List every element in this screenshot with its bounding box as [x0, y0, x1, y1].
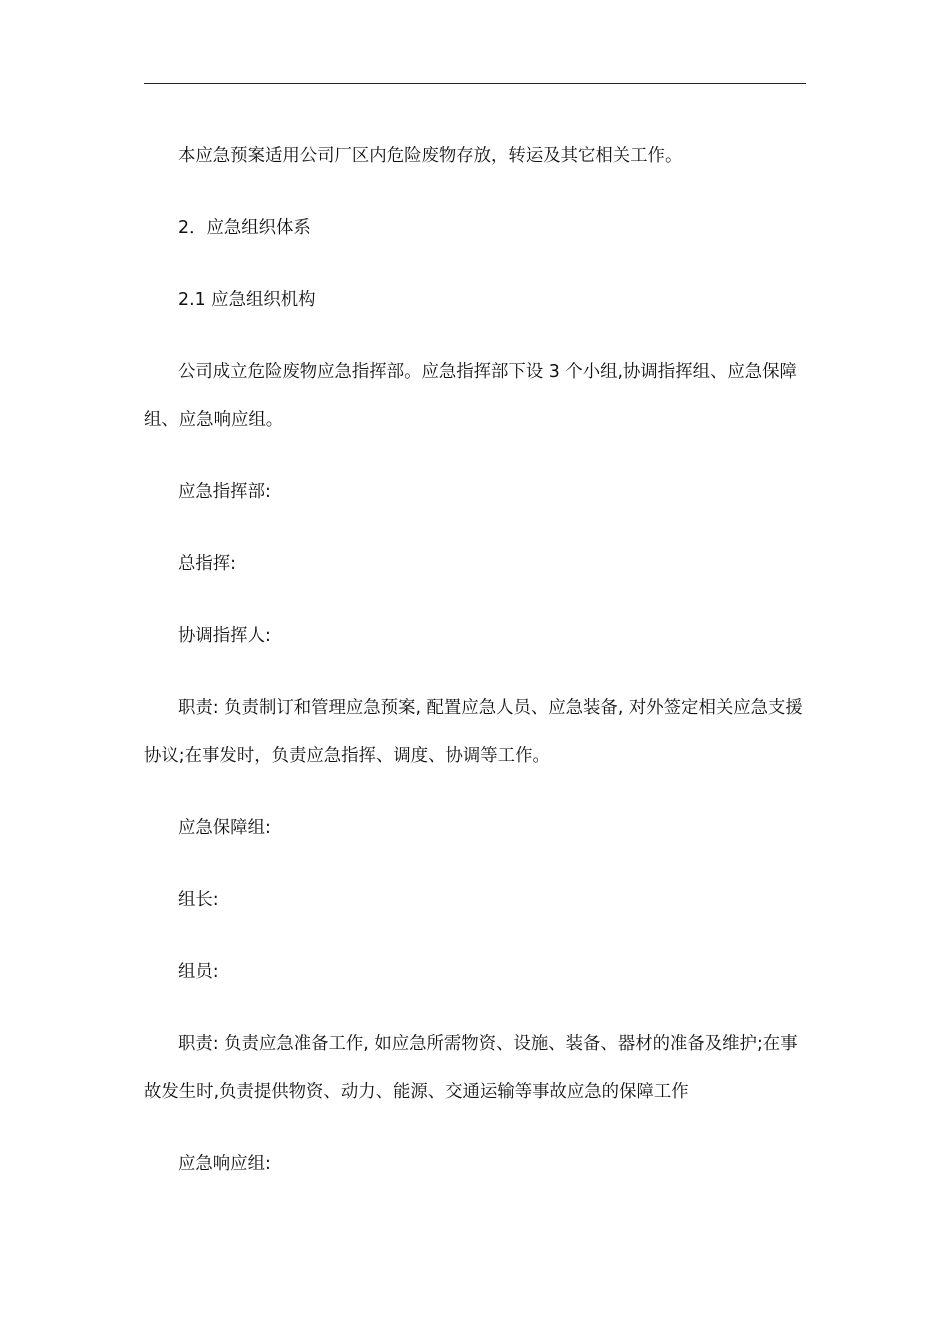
paragraph-scope: 本应急预案适用公司厂区内危险废物存放，转运及其它相关工作。: [178, 146, 683, 166]
label-response-group: 应急响应组:: [178, 1154, 271, 1174]
label-group-members: 组员:: [178, 962, 219, 982]
label-group-leader: 组长:: [178, 890, 219, 910]
header-rule: [144, 83, 806, 84]
label-support-group: 应急保障组:: [178, 818, 271, 838]
label-command-center: 应急指挥部:: [178, 482, 271, 502]
heading-emergency-org-system: 2．应急组织体系: [178, 218, 311, 238]
paragraph-command-duties: 职责: 负责制订和管理应急预案, 配置应急人员、应急装备, 对外签定相关应急支援协议;在事发时，负责应急指挥、调度、协调等工作。: [144, 698, 803, 766]
document-body: [144, 132, 808, 1212]
paragraph-support-duties: 职责: 负责应急准备工作, 如应急所需物资、设施、装备、器材的准备及维护;在事故发生时,负责提供物资、动力、能源、交通运输等事故应急的保障工作: [144, 1034, 798, 1102]
label-chief-commander: 总指挥:: [178, 554, 237, 574]
label-coordinator: 协调指挥人:: [178, 626, 271, 646]
heading-emergency-org-structure: 2.1 应急组织机构: [178, 290, 316, 310]
paragraph-command-setup: 公司成立危险废物应急指挥部。应急指挥部下设 3 个小组,协调指挥组、应急保障组、应急响应组。: [144, 362, 797, 430]
